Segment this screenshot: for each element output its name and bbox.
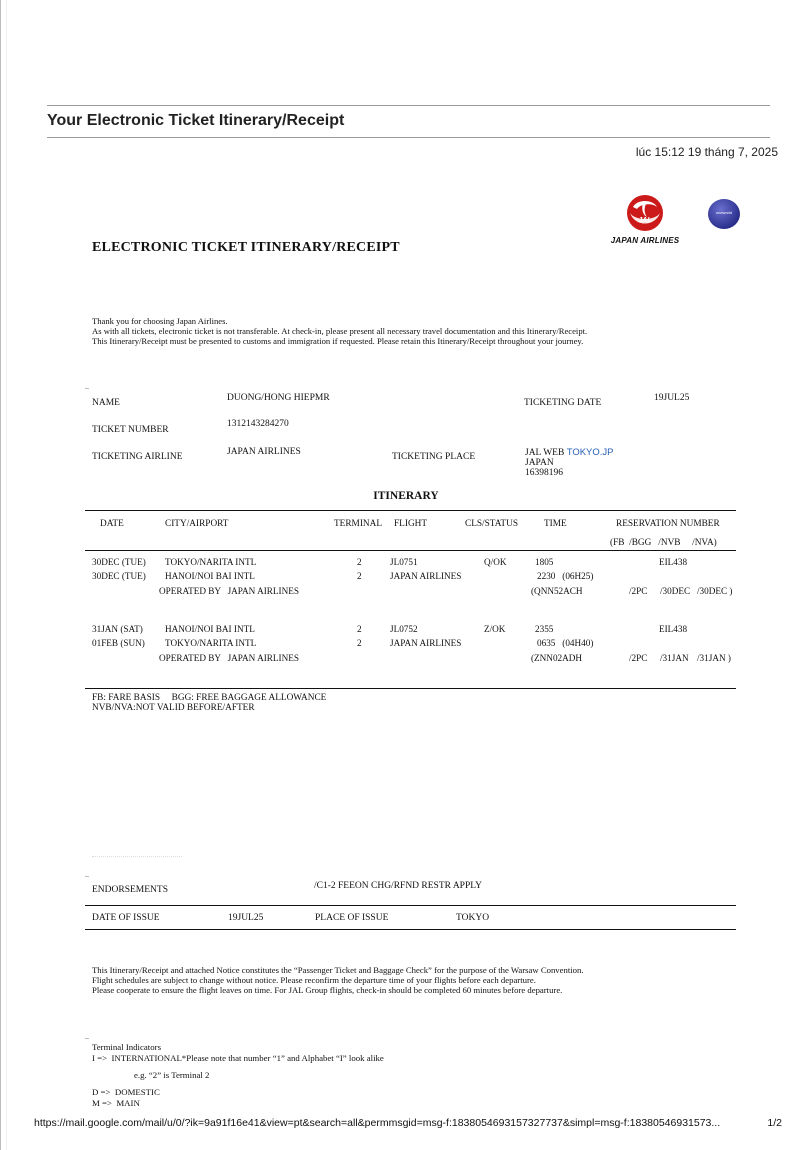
col-header-fare-details: (FB /BGG /NVB /NVA)	[610, 538, 717, 548]
col-header-reservation: RESERVATION NUMBER	[616, 519, 720, 529]
terminal-indicator-domestic: D => DOMESTIC	[92, 1087, 160, 1097]
endorsements-rule	[85, 905, 736, 906]
date-of-issue-value: 19JUL25	[228, 913, 264, 923]
segment-arrival-city: HANOI/NOI BAI INTL	[165, 571, 255, 581]
endorsements-label: ENDORSEMENTS	[92, 885, 169, 895]
segment-baggage: /2PC	[629, 653, 648, 663]
name-label: NAME	[92, 398, 120, 408]
itinerary-bottom-rule	[85, 688, 736, 689]
segment-arrival-city: TOKYO/NARITA INTL	[165, 638, 257, 648]
print-timestamp: lúc 15:12 19 tháng 7, 2025	[635, 145, 778, 159]
segment-departure-time: 2355	[535, 624, 554, 634]
oneworld-logo	[708, 199, 740, 229]
terminal-indicator-example: e.g. “2” is Terminal 2	[134, 1070, 210, 1080]
ticketing-place-value	[525, 448, 614, 478]
ticketing-airline-value: JAPAN AIRLINES	[227, 447, 301, 457]
terminal-indicator-international: I => INTERNATIONAL*Please note that number “1” and Alphabet “I” look alike	[92, 1053, 384, 1063]
ticketing-date-label: TICKETING DATE	[524, 398, 602, 408]
place-of-issue-label: PLACE OF ISSUE	[315, 913, 389, 923]
svg-text:JAL: JAL	[638, 217, 652, 224]
segment-nvb: /31JAN	[660, 653, 689, 663]
segment-carrier: JAPAN AIRLINES	[390, 638, 462, 648]
col-header-cls-status: CLS/STATUS	[465, 519, 518, 529]
document-title: ELECTRONIC TICKET ITINERARY/RECEIPT	[92, 240, 400, 255]
segment-arrival-terminal: 2	[357, 638, 362, 648]
ticketing-place-link[interactable]: TOKYO.JP	[566, 447, 614, 458]
segment-fare-basis: (QNN52ACH	[531, 586, 583, 596]
col-header-city: CITY/AIRPORT	[165, 519, 229, 529]
segment-departure-terminal: 2	[357, 624, 362, 634]
segment-status: Q/OK	[484, 557, 507, 567]
segment-arrival-terminal: 2	[357, 571, 362, 581]
col-header-time: TIME	[544, 519, 567, 529]
itinerary-header-rule	[85, 550, 736, 551]
col-header-flight: FLIGHT	[394, 519, 428, 529]
faded-divider	[92, 856, 182, 858]
segment-carrier: JAPAN AIRLINES	[390, 571, 462, 581]
terminal-indicators	[92, 1042, 384, 1109]
notice-line: Please cooperate to ensure the flight leaves on time. For JAL Group flights, check-in should be completed 60 minutes before departure.	[92, 985, 563, 995]
section-marker	[85, 388, 89, 389]
segment-reservation-number: EIL438	[659, 624, 688, 634]
ticketing-place-prefix: JAL WEB	[525, 448, 567, 458]
notice-line: Flight schedules are subject to change without notice. Please reconfirm the departure time of your flights before each departure.	[92, 975, 536, 985]
ticketing-airline-label: TICKETING AIRLINE	[92, 452, 183, 462]
ticketing-place-country: JAPAN	[525, 458, 554, 468]
ticket-number-value: 1312143284270	[227, 419, 289, 429]
date-of-issue-label: DATE OF ISSUE	[92, 913, 160, 923]
terminal-indicators-title: Terminal Indicators	[92, 1042, 162, 1052]
terminal-indicator-main: M => MAIN	[92, 1098, 140, 1108]
page-left-border	[0, 0, 1, 1150]
itinerary-legend	[92, 693, 326, 713]
notice-text	[92, 965, 584, 995]
page-left-shadow	[6, 0, 7, 1150]
header-top-rule	[47, 105, 770, 106]
jal-logo	[597, 193, 693, 249]
segment-departure-terminal: 2	[357, 557, 362, 567]
intro-text	[92, 316, 587, 346]
print-page-title: Your Electronic Ticket Itinerary/Receipt	[47, 112, 345, 129]
itinerary-legend-line: FB: FARE BASIS BGG: FREE BAGGAGE ALLOWANCE	[92, 693, 327, 703]
itinerary-title: ITINERARY	[373, 490, 439, 502]
place-of-issue-value: TOKYO	[456, 913, 490, 923]
intro-line: This Itinerary/Receipt must be presented to customs and immigration if requested. Please retain this Itinerary/Receipt throughout your journey.	[92, 336, 584, 346]
col-header-terminal: TERMINAL	[334, 519, 383, 529]
itinerary-top-rule	[85, 510, 736, 511]
ticketing-place-code: 16398196	[525, 468, 563, 478]
itinerary-legend-line: NVB/NVA:NOT VALID BEFORE/AFTER	[92, 703, 255, 713]
segment-arrival-date: 30DEC (TUE)	[92, 571, 146, 581]
ticketing-place-label: TICKETING PLACE	[392, 452, 476, 462]
intro-line: As with all tickets, electronic ticket is not transferable. At check-in, please present all necessary travel documentation and this Itinerary/Receipt.	[92, 326, 588, 336]
ticket-number-label: TICKET NUMBER	[92, 425, 169, 435]
intro-line: Thank you for choosing Japan Airlines.	[92, 316, 228, 326]
segment-departure-time: 1805	[535, 557, 554, 567]
ticketing-date-value: 19JUL25	[654, 393, 690, 403]
section-marker	[85, 876, 89, 877]
segment-departure-city: HANOI/NOI BAI INTL	[165, 624, 255, 634]
segment-reservation-number: EIL438	[659, 557, 688, 567]
oneworld-logo-text: oneworld	[715, 210, 733, 215]
segment-departure-city: TOKYO/NARITA INTL	[165, 557, 257, 567]
header-bottom-rule	[47, 137, 770, 138]
segment-operated-by: OPERATED BY JAPAN AIRLINES	[159, 586, 299, 596]
segment-arrival-time: 2230 (06H25)	[537, 571, 594, 581]
segment-baggage: /2PC	[629, 586, 648, 596]
jal-logo-text: JAPAN AIRLINES	[610, 236, 680, 245]
segment-fare-basis: (ZNN02ADH	[531, 653, 583, 663]
segment-departure-date: 30DEC (TUE)	[92, 557, 146, 567]
jal-crane-icon	[597, 193, 693, 235]
segment-nva: /31JAN )	[697, 653, 731, 663]
print-page-number: 1/2	[767, 1117, 782, 1129]
segment-arrival-time: 0635 (04H40)	[537, 638, 594, 648]
col-header-date: DATE	[100, 519, 124, 529]
segment-operated-by: OPERATED BY JAPAN AIRLINES	[159, 653, 299, 663]
notice-line: This Itinerary/Receipt and attached Notice constitutes the “Passenger Ticket and Baggage Check” for the purpose of the Warsaw Convention.	[92, 965, 584, 975]
endorsements-value: /C1-2 FEEON CHG/RFND RESTR APPLY	[314, 881, 482, 891]
segment-departure-date: 31JAN (SAT)	[92, 624, 143, 634]
section-marker	[85, 1038, 89, 1039]
segment-arrival-date: 01FEB (SUN)	[92, 638, 145, 648]
issue-bottom-rule	[85, 929, 736, 930]
print-footer-url: https://mail.google.com/mail/u/0/?ik=9a91f16e41&view=pt&search=all&permmsgid=msg-f:1838054693157327737&simpl=msg-f:18380546931573...	[34, 1117, 721, 1129]
segment-status: Z/OK	[484, 624, 506, 634]
segment-flight-number: JL0752	[390, 624, 418, 634]
name-value: DUONG/HONG HIEPMR	[227, 393, 330, 403]
segment-flight-number: JL0751	[390, 557, 418, 567]
segment-nva: /30DEC )	[697, 586, 733, 596]
segment-nvb: /30DEC	[660, 586, 691, 596]
